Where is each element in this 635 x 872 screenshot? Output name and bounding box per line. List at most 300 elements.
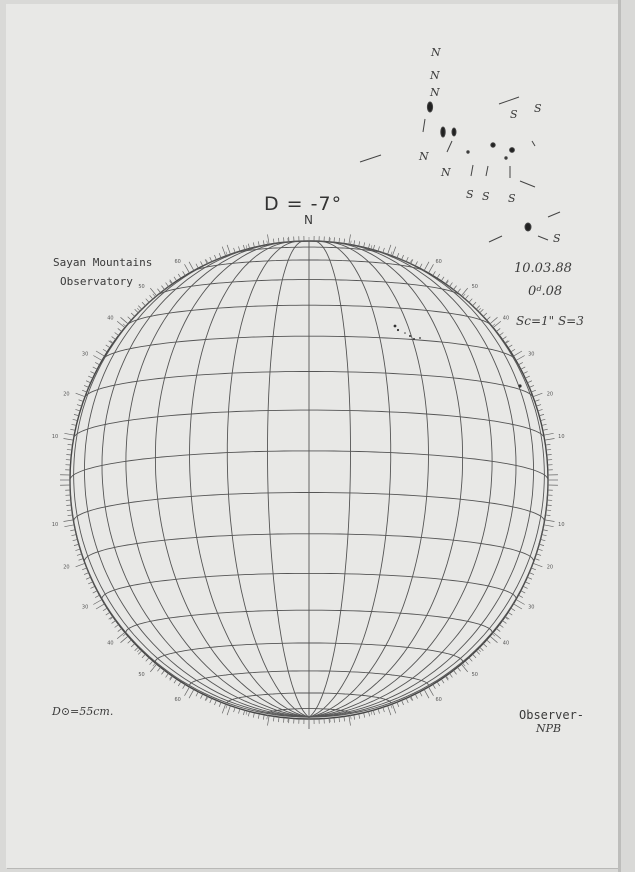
limb-tick <box>95 362 99 364</box>
limb-tick <box>344 239 345 244</box>
limb-tick <box>273 716 274 721</box>
limb-tick <box>469 299 472 303</box>
limb-tick <box>529 385 534 387</box>
limb-tick <box>383 707 385 712</box>
limb-scale-label: 30 <box>81 604 89 611</box>
limb-tick <box>545 515 550 516</box>
limb-tick <box>67 510 72 511</box>
limb-tick <box>219 702 221 707</box>
limb-tick <box>476 651 479 655</box>
longitude-line <box>309 241 351 717</box>
limb-tick <box>392 704 395 713</box>
limb-tick <box>420 692 422 696</box>
limb-tick <box>487 640 491 643</box>
limb-tick <box>424 689 429 698</box>
limb-tick <box>523 372 527 374</box>
limb-tick <box>437 682 440 686</box>
limb-tick <box>542 535 547 536</box>
observation-time: 0ᵈ.08 <box>528 284 563 299</box>
svg-text:N: N <box>419 150 429 163</box>
limb-tick <box>243 710 244 715</box>
limb-tick <box>79 400 84 402</box>
sunspot <box>518 384 521 387</box>
limb-tick <box>391 252 392 256</box>
longitude-line <box>190 242 310 717</box>
limb-tick <box>267 234 269 244</box>
limb-tick <box>453 670 456 674</box>
limb-scale-label: 10 <box>558 434 565 441</box>
limb-tick <box>473 654 476 658</box>
limb-tick <box>128 317 132 320</box>
limb-tick <box>540 419 545 420</box>
limb-tick <box>525 376 530 378</box>
limb-tick <box>112 620 116 623</box>
limb-tick <box>364 242 365 247</box>
limb-scale-label: 20 <box>63 564 70 571</box>
limb-tick <box>79 559 84 561</box>
limb-tick <box>499 624 503 627</box>
limb-scale-label: 60 <box>435 258 442 265</box>
limb-tick <box>75 409 80 410</box>
limb-tick <box>90 372 94 374</box>
limb-tick <box>68 515 73 516</box>
limb-tick <box>539 414 544 415</box>
svg-text:N: N <box>431 46 441 59</box>
svg-text:S: S <box>510 108 518 121</box>
limb-tick <box>103 608 107 611</box>
limb-tick <box>545 444 550 445</box>
limb-tick <box>258 714 259 719</box>
limb-tick <box>161 286 164 290</box>
limb-tick <box>513 604 522 609</box>
limb-tick <box>103 349 107 352</box>
disk-diameter-note: D⊙=55cm. <box>52 705 114 718</box>
limb-tick <box>131 313 135 316</box>
limb-tick <box>513 351 522 356</box>
sunspot <box>397 329 399 331</box>
observer-label: Observer- <box>519 708 585 722</box>
limb-tick <box>210 698 212 703</box>
limb-tick <box>420 264 422 268</box>
limb-tick <box>535 559 540 561</box>
limb-tick <box>121 317 129 324</box>
limb-tick <box>106 345 110 348</box>
limb-scale-label: 10 <box>51 434 59 441</box>
observatory-name: Sayan Mountains <box>53 256 153 269</box>
limb-tick <box>227 245 230 254</box>
limb-tick <box>234 248 236 253</box>
limb-tick <box>429 270 431 273</box>
limb-tick <box>66 454 71 455</box>
limb-tick <box>397 702 399 707</box>
limb-tick <box>490 317 498 324</box>
limb-tick <box>368 711 369 716</box>
limb-tick <box>480 647 484 650</box>
limb-tick <box>222 247 225 256</box>
limb-tick <box>349 716 351 726</box>
limb-tick <box>516 356 525 361</box>
limb-tick <box>449 673 452 677</box>
limb-tick <box>415 694 417 698</box>
limb-tick <box>542 424 547 425</box>
limb-scale-label: 40 <box>107 315 114 322</box>
limb-tick <box>64 525 74 527</box>
limb-tick <box>115 624 119 627</box>
limb-tick <box>529 573 534 575</box>
limb-tick <box>68 444 73 445</box>
limb-tick <box>150 295 153 299</box>
limb-tick <box>88 582 93 584</box>
limb-tick <box>201 694 203 698</box>
limb-tick <box>121 636 129 643</box>
limb-tick <box>546 510 551 511</box>
limb-tick <box>469 658 472 662</box>
inclination-heading: D = -7° <box>264 193 343 215</box>
limb-tick <box>77 405 82 407</box>
limb-tick <box>373 710 374 715</box>
limb-scale-label: 10 <box>558 521 565 528</box>
limb-tick <box>189 689 194 698</box>
limb-tick <box>547 505 552 506</box>
limb-tick <box>487 317 491 320</box>
limb-tick <box>480 309 484 312</box>
limb-tick <box>536 554 541 556</box>
limb-tick <box>64 433 74 435</box>
limb-tick <box>118 628 122 631</box>
limb-tick <box>253 242 254 247</box>
limb-tick <box>544 433 554 435</box>
svg-text:S: S <box>553 232 561 245</box>
sunspot <box>409 335 411 337</box>
limb-tick <box>93 600 102 605</box>
coordinate-grid <box>70 241 548 719</box>
longitude-line <box>309 242 429 717</box>
limb-tick <box>96 604 105 609</box>
limb-tick <box>189 262 194 271</box>
limb-tick <box>66 505 71 506</box>
limb-tick <box>540 539 545 540</box>
limb-tick <box>527 381 532 383</box>
svg-text:N: N <box>430 86 440 99</box>
limb-tick <box>70 530 75 531</box>
limb-tick <box>210 257 212 262</box>
limb-tick <box>391 705 392 709</box>
limb-tick <box>518 595 522 597</box>
limb-tick <box>378 246 379 251</box>
limb-tick <box>84 573 89 575</box>
limb-tick <box>188 270 190 273</box>
limb-scale-label: 40 <box>502 640 510 647</box>
limb-tick <box>219 253 221 258</box>
limb-tick <box>397 253 399 258</box>
limb-tick <box>77 554 82 556</box>
limb-tick <box>95 595 99 597</box>
limb-tick <box>137 308 140 311</box>
limb-tick <box>263 715 264 720</box>
limb-tick <box>502 337 506 340</box>
limb-tick <box>75 549 80 550</box>
longitude-line <box>309 244 492 717</box>
limb-tick <box>142 654 145 658</box>
limb-scale-label: 20 <box>546 391 554 398</box>
limb-tick <box>243 245 244 250</box>
longitude-line <box>126 244 309 717</box>
limb-scale-label: 10 <box>51 521 59 528</box>
limb-tick <box>93 367 97 369</box>
limb-tick <box>437 274 440 278</box>
limb-tick <box>174 277 177 281</box>
limb-tick <box>273 239 274 244</box>
limb-tick <box>188 687 190 690</box>
svg-text:S: S <box>466 188 474 201</box>
limb-tick <box>415 261 417 265</box>
limb-tick <box>339 238 340 243</box>
limb-tick <box>146 299 149 303</box>
limb-tick <box>536 405 541 407</box>
limb-tick <box>508 612 512 615</box>
limb-scale-label: 50 <box>471 284 479 291</box>
limb-scale-label: 50 <box>138 284 145 291</box>
observatory-label: Observatory <box>60 275 133 288</box>
limb-tick <box>178 682 181 686</box>
longitude-line <box>309 254 534 718</box>
limb-tick <box>174 679 177 683</box>
limb-tick <box>146 658 149 662</box>
limb-tick <box>76 393 85 396</box>
limb-tick <box>539 544 544 545</box>
longitude-line <box>309 246 516 717</box>
limb-tick <box>508 345 512 348</box>
limb-tick <box>82 390 87 392</box>
limb-scale-label: 40 <box>502 315 510 322</box>
limb-tick <box>214 255 216 260</box>
limb-tick <box>238 246 239 251</box>
limb-tick <box>453 286 456 290</box>
limb-tick <box>226 705 227 709</box>
limb-tick <box>93 591 97 593</box>
svg-text:S: S <box>508 192 516 205</box>
limb-tick <box>283 718 284 723</box>
limb-tick <box>533 393 542 396</box>
limb-tick <box>283 237 284 242</box>
limb-tick <box>166 673 169 677</box>
seeing-conditions: Sc=1" S=3 <box>516 314 584 328</box>
svg-text:S: S <box>534 102 542 115</box>
limb-tick <box>183 271 186 275</box>
limb-scale-label: 20 <box>546 564 554 571</box>
limb-tick <box>543 530 548 531</box>
limb-tick <box>531 390 536 392</box>
limb-tick <box>71 424 76 425</box>
limb-tick <box>74 414 79 415</box>
limb-tick <box>70 429 75 430</box>
svg-text:S: S <box>482 190 490 203</box>
limb-tick <box>137 649 140 652</box>
limb-tick <box>248 244 249 249</box>
limb-tick <box>525 582 530 584</box>
limb-scale-label: 60 <box>435 697 442 704</box>
limb-tick <box>535 400 540 402</box>
sunspot-sketches <box>360 46 561 388</box>
limb-tick <box>402 255 404 260</box>
limb-tick <box>516 600 525 605</box>
limb-tick <box>178 274 181 278</box>
limb-tick <box>388 706 391 715</box>
limb-tick <box>278 717 279 722</box>
limb-scale-label: 60 <box>174 697 181 704</box>
limb-tick <box>511 349 515 352</box>
limb-tick <box>131 644 135 647</box>
limb-tick <box>499 332 503 335</box>
observer-initials: NPB <box>536 722 562 735</box>
limb-tick <box>354 715 355 720</box>
longitude-line <box>268 241 310 717</box>
limb-tick <box>84 385 89 387</box>
limb-tick <box>511 608 515 611</box>
sunspot <box>413 338 415 340</box>
limb-tick <box>166 283 169 287</box>
limb-tick <box>253 713 254 718</box>
limb-scale-label: 30 <box>81 351 89 358</box>
limb-tick <box>433 684 436 688</box>
limb-tick <box>354 240 355 245</box>
limb-tick <box>339 717 340 722</box>
limb-tick <box>424 262 429 271</box>
limb-tick <box>226 252 227 256</box>
limb-tick <box>543 429 548 430</box>
limb-tick <box>544 525 554 527</box>
limb-tick <box>161 670 164 674</box>
limb-tick <box>383 248 385 253</box>
limb-tick <box>115 332 119 335</box>
limb-tick <box>364 713 365 718</box>
limb-tick <box>196 692 198 696</box>
limb-tick <box>93 356 102 361</box>
limb-tick <box>63 520 73 522</box>
limb-tick <box>538 409 543 410</box>
limb-tick <box>429 687 431 690</box>
limb-tick <box>433 271 436 275</box>
limb-tick <box>238 709 239 714</box>
limb-tick <box>227 706 230 715</box>
limb-tick <box>441 277 444 281</box>
limb-tick <box>201 261 203 265</box>
limb-tick <box>157 667 160 671</box>
svg-text:N: N <box>441 166 451 179</box>
limb-tick <box>63 438 73 440</box>
limb-tick <box>248 711 249 716</box>
limb-tick <box>157 289 160 293</box>
limb-tick <box>388 245 391 254</box>
limb-tick <box>214 700 216 705</box>
limb-tick <box>378 709 379 714</box>
limb-tick <box>263 240 264 245</box>
limb-tick <box>278 238 279 243</box>
limb-tick <box>490 636 498 643</box>
polarity-labels <box>418 46 561 245</box>
limb-tick <box>368 244 369 249</box>
limb-tick <box>465 295 468 299</box>
limb-tick <box>521 591 525 593</box>
limb-tick <box>135 647 139 650</box>
limb-tick <box>150 661 153 665</box>
limb-tick <box>138 651 141 655</box>
limb-scale-label: 50 <box>138 671 145 678</box>
limb-tick <box>86 381 91 383</box>
limb-tick <box>473 302 476 306</box>
sunspot <box>419 337 421 339</box>
limb-tick <box>222 704 225 713</box>
limb-tick <box>538 549 543 550</box>
sunspot <box>394 325 397 328</box>
limb-tick <box>402 700 404 705</box>
limb-tick <box>392 247 395 256</box>
limb-scale-label: 30 <box>528 351 535 358</box>
observation-date: 10.03.88 <box>514 261 572 276</box>
limb-tick <box>82 568 87 570</box>
limb-tick <box>196 264 198 268</box>
limb-tick <box>73 419 78 420</box>
limb-tick <box>478 308 481 311</box>
limb-tick <box>76 563 85 566</box>
longitude-line <box>102 246 309 717</box>
limb-tick <box>533 563 542 566</box>
limb-tick <box>457 667 460 671</box>
limb-scale-label: 20 <box>63 391 70 398</box>
north-marker: N <box>304 213 313 227</box>
limb-tick <box>545 520 555 522</box>
limb-tick <box>478 649 481 652</box>
limb-tick <box>483 313 487 316</box>
limb-tick <box>518 362 522 364</box>
limb-tick <box>234 707 236 712</box>
limb-tick <box>349 234 351 244</box>
limb-tick <box>496 628 500 631</box>
limb-tick <box>406 698 408 703</box>
limb-tick <box>547 454 552 455</box>
limb-tick <box>267 716 269 726</box>
limb-tick <box>138 306 141 310</box>
limb-tick <box>502 620 506 623</box>
limb-tick <box>118 328 122 331</box>
limb-scale-label: 30 <box>528 604 535 611</box>
limb-tick <box>96 351 105 356</box>
polarity-sketch <box>360 97 560 242</box>
limb-tick <box>183 684 186 688</box>
limb-tick <box>406 257 408 262</box>
limb-tick <box>527 577 532 579</box>
limb-tick <box>373 245 374 250</box>
limb-tick <box>344 716 345 721</box>
limb-tick <box>496 328 500 331</box>
limb-tick <box>476 306 479 310</box>
limb-scale-label: 40 <box>107 640 114 647</box>
limb-tick <box>258 241 259 246</box>
limb-tick <box>531 568 536 570</box>
limb-tick <box>74 544 79 545</box>
limb-tick <box>483 644 487 647</box>
limb-tick <box>441 679 444 683</box>
limb-tick <box>112 337 116 340</box>
limb-tick <box>523 586 527 588</box>
sunspot <box>404 332 406 334</box>
limb-tick <box>334 718 335 723</box>
limb-tick <box>90 586 94 588</box>
limb-tick-scale <box>52 234 565 729</box>
svg-text:N: N <box>430 69 440 82</box>
limb-tick <box>449 283 452 287</box>
limb-tick <box>73 539 78 540</box>
